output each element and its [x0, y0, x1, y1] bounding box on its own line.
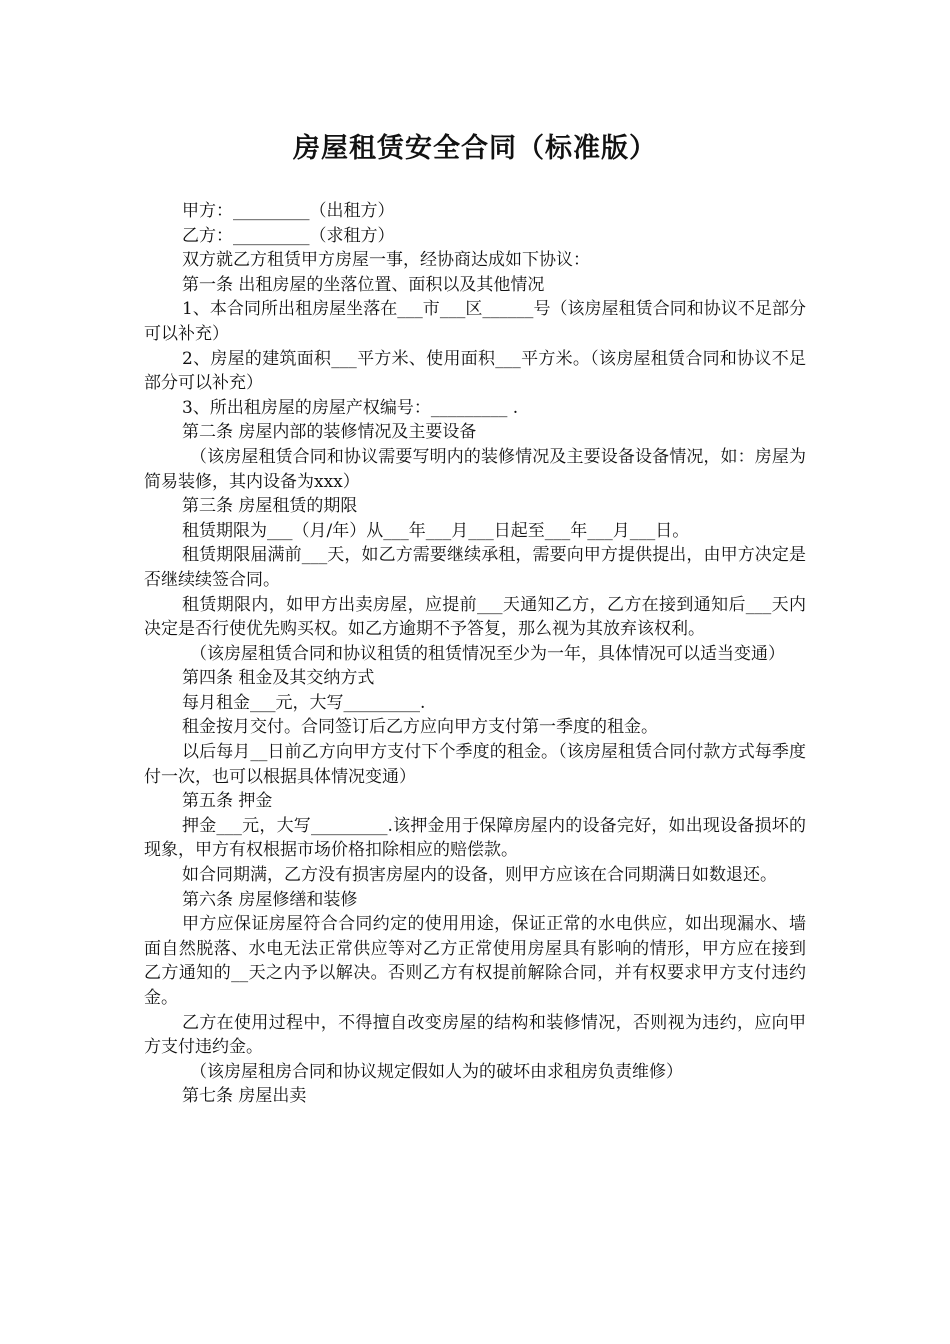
article-6-landlord-duty: 甲方应保证房屋符合合同约定的使用用途，保证正常的水电供应，如出现漏水、墙面自然脱落、水电无法正常供应等对乙方正常使用房屋具有影响的情形，甲方应在接到乙方通知的__天之内予以解决。否则乙方有权提前解除合同，并有权要求甲方支付违约金。: [144, 914, 806, 1008]
article-2-heading: 第二条 房屋内部的装修情况及主要设备: [182, 422, 477, 443]
article-4-schedule: 以后每月__日前乙方向甲方支付下个季度的租金。（该房屋租赁合同付款方式每季度付一次，也可以根据具体情况变通）: [144, 742, 806, 787]
document-body: [144, 199, 806, 1109]
article-6-note: （该房屋租房合同和协议规定假如人为的破坏由求租房负责维修）: [190, 1061, 683, 1082]
article-3-preemption: 租赁期限内，如甲方出卖房屋，应提前___天通知乙方，乙方在接到通知后___天内决定是否行使优先购买权。如乙方逾期不予答复，那么视为其放弃该权利。: [144, 594, 806, 640]
article-6-heading: 第六条 房屋修缮和装修: [182, 889, 358, 910]
article-7-heading: 第七条 房屋出卖: [182, 1086, 307, 1107]
article-4-payment: 租金按月交付。合同签订后乙方应向甲方支付第一季度的租金。: [182, 717, 658, 738]
article-3-term: 租赁期限为___（月/年）从___年___月___日起至___年___月___日。: [182, 520, 690, 541]
article-1-clause-1: 1、本合同所出租房屋坐落在___市___区______号（该房屋租赁合同和协议不足部分可以补充）: [144, 299, 806, 344]
article-4-heading: 第四条 租金及其交纳方式: [182, 668, 375, 689]
article-3-note: （该房屋租赁合同和协议租赁的租赁情况至少为一年，具体情况可以适当变通）: [190, 643, 785, 664]
article-6-tenant-duty: 乙方在使用过程中，不得擅自改变房屋的结构和装修情况，否则视为违约，应向甲方支付违约金。: [144, 1012, 806, 1058]
article-5-refund: 如合同期满，乙方没有损害房屋内的设备，则甲方应该在合同期满日如数退还。: [182, 865, 777, 886]
article-5-heading: 第五条 押金: [182, 791, 273, 812]
article-3-heading: 第三条 房屋租赁的期限: [182, 496, 358, 517]
agreement-intro: 双方就乙方租赁甲方房屋一事，经协商达成如下协议：: [182, 250, 590, 271]
article-4-monthly-rent: 每月租金___元，大写_________.: [182, 692, 426, 713]
article-1-clause-3: 3、所出租房屋的房屋产权编号：_________ .: [182, 397, 519, 418]
article-1-clause-2: 2、房屋的建筑面积___平方米、使用面积___平方米。（该房屋租赁合同和协议不足部分可以补充）: [144, 348, 806, 394]
article-2-note: （该房屋租赁合同和协议需要写明内的装修情况及主要设备设备情况，如：房屋为简易装修，其内设备为xxx）: [144, 446, 806, 492]
article-3-renewal: 租赁期限届满前___天，如乙方需要继续承租，需要向甲方提供提出，由甲方决定是否继续续签合同。: [144, 545, 806, 590]
article-5-deposit: 押金___元，大写_________.该押金用于保障房屋内的设备完好，如出现设备损坏的现象，甲方有权根据市场价格扣除相应的赔偿款。: [144, 815, 806, 861]
article-1-heading: 第一条 出租房屋的坐落位置、面积以及其他情况: [182, 274, 545, 295]
document-title: 房屋租赁安全合同（标准版）: [293, 133, 657, 164]
party-a-line: 甲方：_________（出租方）: [182, 201, 395, 221]
party-b-line: 乙方：_________（求租方）: [182, 225, 395, 246]
